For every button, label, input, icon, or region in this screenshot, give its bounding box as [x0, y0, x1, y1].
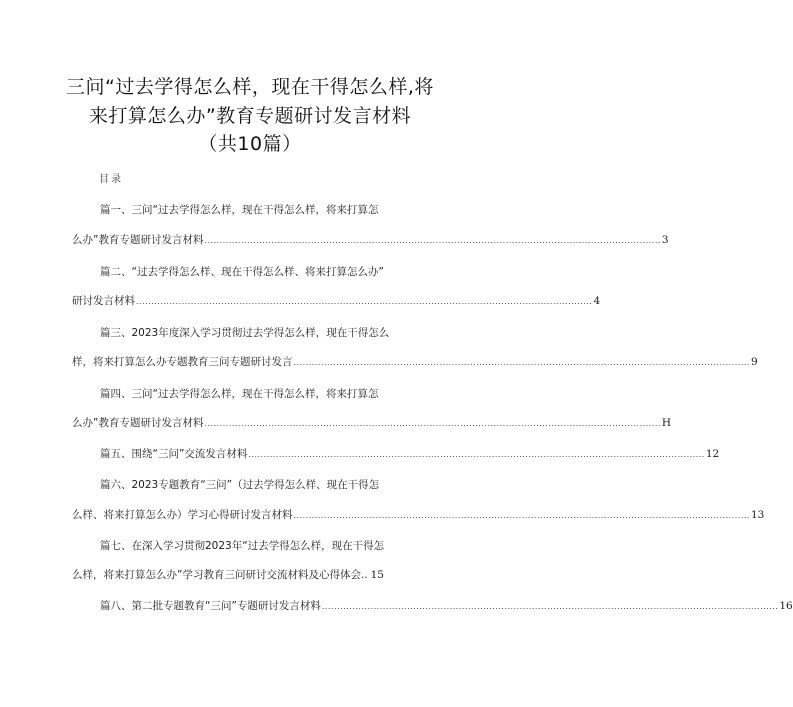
toc-entry-3-line-2[interactable] [72, 355, 758, 370]
toc-entry-7-page: 15 [370, 569, 384, 581]
toc-entry-3-page: 9 [750, 356, 758, 368]
toc-entry-5[interactable] [100, 447, 720, 462]
toc-leader-dots: ...................................................................................................................................................... [204, 419, 661, 428]
toc-entry-5-text: 篇五、围绕“三问”交流发言材料 [100, 448, 248, 460]
toc-leader-dots: ...................................................................................................................................................... [293, 511, 750, 520]
toc-leader-dots: ...................................................................................................................................................... [293, 358, 750, 367]
toc-entry-7-line-1[interactable]: 篇七、在深入学习贯彻2023年“过去学得怎么样，现在干得怎 [100, 540, 385, 552]
toc-entry-2-text: 研讨发言材料 [72, 295, 135, 307]
toc-leader-dots: ...................................................................................................................................................... [204, 236, 661, 245]
toc-entry-4-text: 么办”教育专题研讨发言材料 [72, 417, 204, 429]
toc-entry-3-text: 样，将来打算怎么办专题教育三问专题研讨发言 [72, 356, 293, 368]
document-title-line-1: 三问“过去学得怎么样，现在干得怎么样,将 [66, 76, 434, 98]
toc-entry-6-line-1[interactable]: 篇六、2023专题教育“三问”（过去学得怎么样、现在干得怎 [100, 479, 380, 491]
toc-entry-8[interactable] [100, 599, 793, 614]
toc-heading: 目录 [99, 174, 123, 185]
toc-entry-7-line-2[interactable] [72, 568, 414, 582]
toc-entry-6-line-2[interactable] [72, 508, 765, 523]
toc-entry-6-page: 13 [750, 509, 765, 521]
toc-entry-7-text: 么样，将来打算怎么办”学习教育三问研讨交流材料及心得体会.. [72, 569, 368, 581]
toc-leader-dots: ...................................................................................................................................................... [321, 602, 779, 611]
toc-entry-1-line-1[interactable]: 篇一、三问“过去学得怎么样，现在干得怎么样，将来打算怎 [100, 204, 379, 216]
toc-entry-4-line-2[interactable] [72, 416, 672, 431]
toc-entry-4-line-1[interactable]: 篇四、三问“过去学得怎么样，现在干得怎么样，将来打算怎 [100, 388, 379, 400]
toc-leader-dots: ...................................................................................................................................................... [136, 297, 593, 306]
toc-leader-dots: ...................................................................................................................................................... [248, 450, 705, 459]
toc-entry-8-text: 篇八、第二批专题教育“三问”专题研讨发言材料 [100, 600, 321, 612]
document-title-line-2: 来打算怎么办”教育专题研讨发言材料 [88, 105, 412, 127]
toc-entry-2-line-1[interactable]: 篇二、“过去学得怎么样、现在干得怎么样、将来打算怎么办” [100, 266, 384, 278]
toc-entry-2-line-2[interactable] [72, 294, 601, 309]
toc-entry-4-page: H [661, 417, 672, 429]
toc-entry-6-text: 么样、将来打算怎么办）学习心得研讨发言材料 [72, 509, 293, 521]
toc-entry-1-line-2[interactable] [72, 233, 669, 248]
toc-entry-2-page: 4 [593, 295, 601, 307]
toc-entry-1-text: 么办”教育专题研讨发言材料 [72, 234, 204, 246]
toc-entry-8-page: 16 [779, 600, 793, 612]
toc-entry-3-line-1[interactable]: 篇三、2023年度深入学习贯彻过去学得怎么样，现在干得怎么 [100, 327, 390, 339]
toc-entry-1-page: 3 [661, 234, 669, 246]
document-title-line-3: （共10篇） [198, 133, 302, 155]
toc-entry-5-page: 12 [705, 448, 720, 460]
